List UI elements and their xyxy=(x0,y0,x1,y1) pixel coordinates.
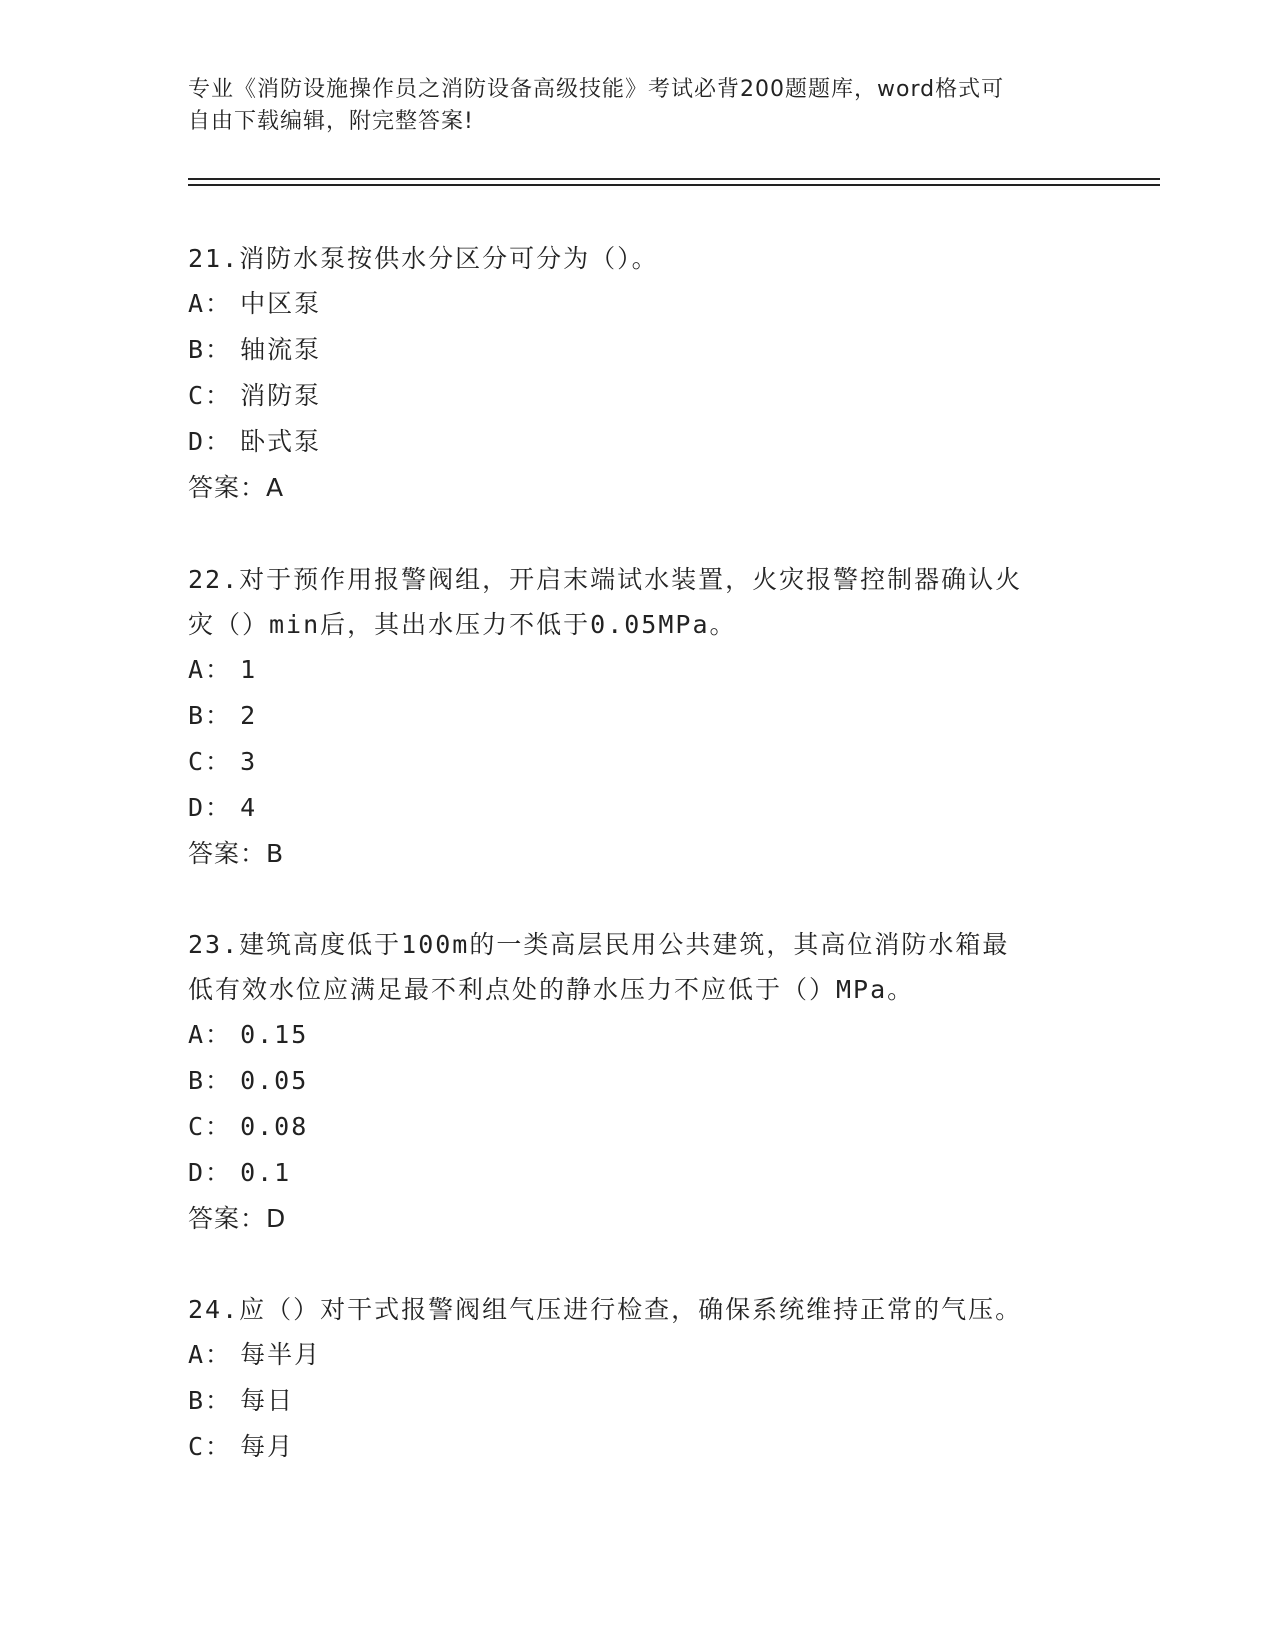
option-c xyxy=(188,739,1088,785)
option-text: 0.1 xyxy=(240,1158,292,1187)
header-title-line-2: 自由下载编辑，附完整答案! xyxy=(188,109,474,134)
question-stem-line: 23.建筑高度低于100m的一类高层民用公共建筑，其高位消防水箱最 xyxy=(188,930,1010,959)
option-key: B： xyxy=(188,1066,233,1095)
question-24 xyxy=(188,1287,1088,1470)
question-stem-line: 低有效水位应满足最不利点处的静水压力不应低于（）MPa。 xyxy=(188,975,915,1004)
header-divider-top xyxy=(188,178,1160,180)
option-key: C： xyxy=(188,747,233,776)
option-c xyxy=(188,1104,1088,1150)
option-b xyxy=(188,327,1088,373)
answer-line: 答案：D xyxy=(188,1204,287,1233)
option-key: C： xyxy=(188,1432,233,1461)
question-22 xyxy=(188,557,1088,877)
option-c xyxy=(188,373,1088,419)
option-text: 1 xyxy=(240,655,258,684)
question-stem-line: 21.消防水泵按供水分区分可分为（）。 xyxy=(188,244,659,273)
option-key: A： xyxy=(188,1020,233,1049)
option-b xyxy=(188,693,1088,739)
option-text: 0.08 xyxy=(240,1112,309,1141)
answer-line: 答案：A xyxy=(188,473,285,502)
header-divider-bottom xyxy=(188,184,1160,186)
option-a xyxy=(188,1012,1088,1058)
option-key: B： xyxy=(188,1386,233,1415)
option-b xyxy=(188,1058,1088,1104)
option-text: 0.15 xyxy=(240,1020,309,1049)
option-key: A： xyxy=(188,1340,233,1369)
question-stem-line: 22.对于预作用报警阀组，开启末端试水装置，火灾报警控制器确认火 xyxy=(188,565,1023,594)
option-text: 0.05 xyxy=(240,1066,309,1095)
option-key: D： xyxy=(188,1158,233,1187)
question-stem xyxy=(188,1287,1088,1332)
document-header xyxy=(188,74,1088,138)
option-key: B： xyxy=(188,701,233,730)
question-stem-line: 灾（）min后，其出水压力不低于0.05MPa。 xyxy=(188,610,737,639)
question-stem xyxy=(188,557,1088,647)
header-title-line-1: 专业《消防设施操作员之消防设备高级技能》考试必背200题题库，word格式可 xyxy=(188,77,1005,102)
option-d xyxy=(188,419,1088,465)
question-23 xyxy=(188,922,1088,1242)
option-key: A： xyxy=(188,655,233,684)
option-key: A： xyxy=(188,289,233,318)
option-text: 3 xyxy=(240,747,258,776)
option-text: 中区泵 xyxy=(240,289,322,318)
option-text: 卧式泵 xyxy=(240,427,322,456)
option-key: C： xyxy=(188,1112,233,1141)
option-text: 2 xyxy=(240,701,258,730)
option-d xyxy=(188,785,1088,831)
option-a xyxy=(188,647,1088,693)
option-text: 每日 xyxy=(240,1386,295,1415)
option-text: 每月 xyxy=(240,1432,295,1461)
option-key: B： xyxy=(188,335,233,364)
option-c xyxy=(188,1424,1088,1470)
answer-line: 答案：B xyxy=(188,839,285,868)
option-text: 消防泵 xyxy=(240,381,322,410)
option-a xyxy=(188,1332,1088,1378)
question-stem xyxy=(188,922,1088,1012)
option-text: 每半月 xyxy=(240,1340,322,1369)
option-a xyxy=(188,281,1088,327)
question-stem-line: 24.应（）对干式报警阀组气压进行检查，确保系统维持正常的气压。 xyxy=(188,1295,1023,1324)
option-b xyxy=(188,1378,1088,1424)
option-d xyxy=(188,1150,1088,1196)
option-key: D： xyxy=(188,427,233,456)
question-21 xyxy=(188,236,1088,511)
option-text: 轴流泵 xyxy=(240,335,322,364)
option-key: C： xyxy=(188,381,233,410)
question-stem xyxy=(188,236,1088,281)
option-text: 4 xyxy=(240,793,258,822)
option-key: D： xyxy=(188,793,233,822)
